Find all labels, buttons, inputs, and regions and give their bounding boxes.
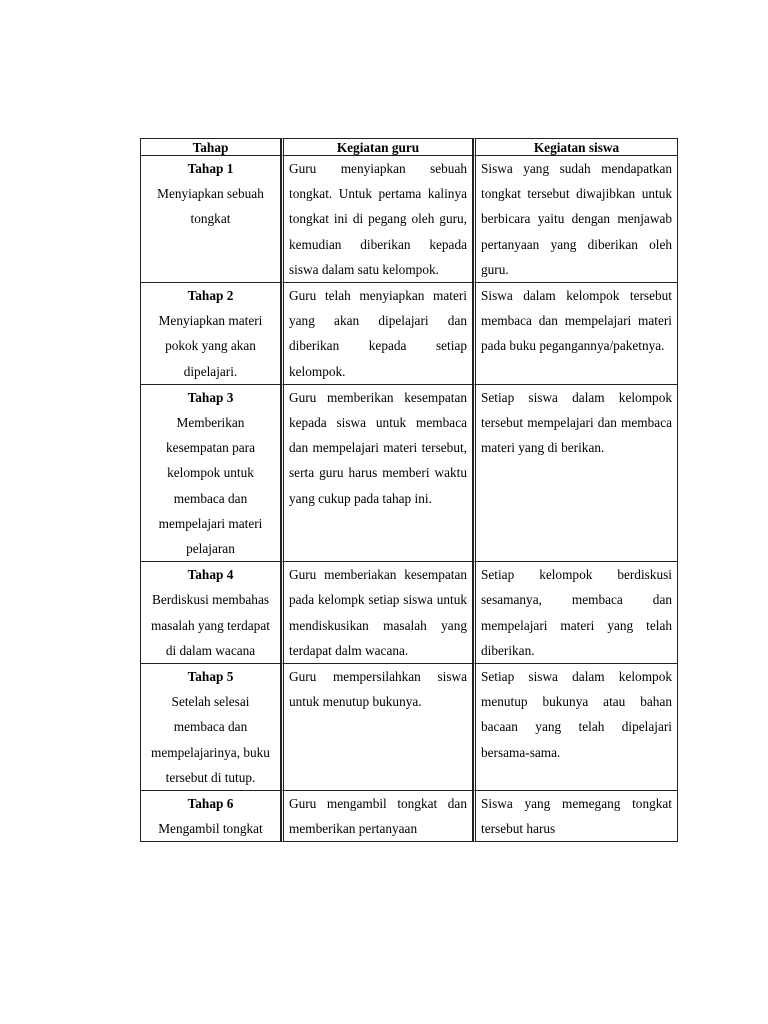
table-header xyxy=(140,138,678,156)
table-row xyxy=(140,283,678,385)
stage-name: Tahap 3 xyxy=(187,389,234,405)
stage-name: Tahap 1 xyxy=(187,161,234,176)
stage-description: Mengambil tongkat xyxy=(158,821,263,837)
table-row xyxy=(140,156,678,283)
header-kegiatan-siswa: Kegiatan siswa xyxy=(473,138,678,156)
header-row xyxy=(140,138,678,156)
stage-description: Berdiskusi membahas masalah yang terdapat di dalam wacana xyxy=(151,592,270,658)
stage-cell xyxy=(140,385,281,562)
stage-name: Tahap 4 xyxy=(187,567,234,583)
student-activity: Setiap kelompok berdiskusi sesamanya, membaca dan mempelajari materi yang telah diberikan. xyxy=(473,562,678,664)
teacher-activity: Guru mengambil tongkat dan memberikan pertanyaan xyxy=(281,791,473,842)
stage-cell xyxy=(140,156,281,283)
learning-steps-table xyxy=(140,138,678,842)
table-row xyxy=(140,791,678,842)
stage-name: Tahap 5 xyxy=(187,669,234,685)
stage-cell xyxy=(140,283,281,385)
stage-cell xyxy=(140,664,281,791)
teacher-activity: Guru mempersilahkan siswa untuk menutup bukunya. xyxy=(281,664,473,791)
teacher-activity: Guru memberiakan kesempatan pada kelompk setiap siswa untuk mendiskusikan masalah yang terdapat dalm wacana. xyxy=(281,562,473,664)
stage-description: Setelah selesai membaca dan mempelajarinya, buku tersebut di tutup. xyxy=(151,694,270,785)
stage-cell xyxy=(140,562,281,664)
stage-name: Tahap 6 xyxy=(187,796,234,812)
student-activity: Siswa yang memegang tongkat tersebut harus xyxy=(473,791,678,842)
header-kegiatan-guru: Kegiatan guru xyxy=(281,138,473,156)
table-body xyxy=(140,156,678,842)
table-row xyxy=(140,385,678,562)
student-activity: Setiap siswa dalam kelompok tersebut mempelajari dan membaca materi yang di berikan. xyxy=(473,385,678,562)
table-row xyxy=(140,562,678,664)
teacher-activity: Guru telah menyiapkan materi yang akan dipelajari dan diberikan kepada setiap kelompok. xyxy=(281,283,473,385)
header-tahap: Tahap xyxy=(140,138,281,156)
student-activity: Siswa yang sudah mendapatkan tongkat tersebut diwajibkan untuk berbicara yaitu dengan menjawab pertanyaan yang diberikan oleh guru. xyxy=(473,156,678,283)
stage-description: Menyiapkan sebuah tongkat xyxy=(157,186,264,227)
teacher-activity: Guru memberikan kesempatan kepada siswa untuk membaca dan mempelajari materi tersebut, serta guru harus memberi waktu yang cukup pada tahap ini. xyxy=(281,385,473,562)
stage-name: Tahap 2 xyxy=(187,288,234,304)
student-activity: Setiap siswa dalam kelompok menutup bukunya atau bahan bacaan yang telah dipelajari bersama-sama. xyxy=(473,664,678,791)
teacher-activity: Guru menyiapkan sebuah tongkat. Untuk pertama kalinya tongkat ini di pegang oleh guru, kemudian diberikan kepada siswa dalam satu kelompok. xyxy=(281,156,473,283)
student-activity: Siswa dalam kelompok tersebut membaca dan mempelajari materi pada buku pegangannya/paketnya. xyxy=(473,283,678,385)
table-row xyxy=(140,664,678,791)
stage-description: Menyiapkan materi pokok yang akan dipelajari. xyxy=(158,313,263,379)
stage-description: Memberikan kesempatan para kelompok untuk membaca dan mempelajari materi pelajaran xyxy=(158,415,263,557)
stage-cell xyxy=(140,791,281,842)
